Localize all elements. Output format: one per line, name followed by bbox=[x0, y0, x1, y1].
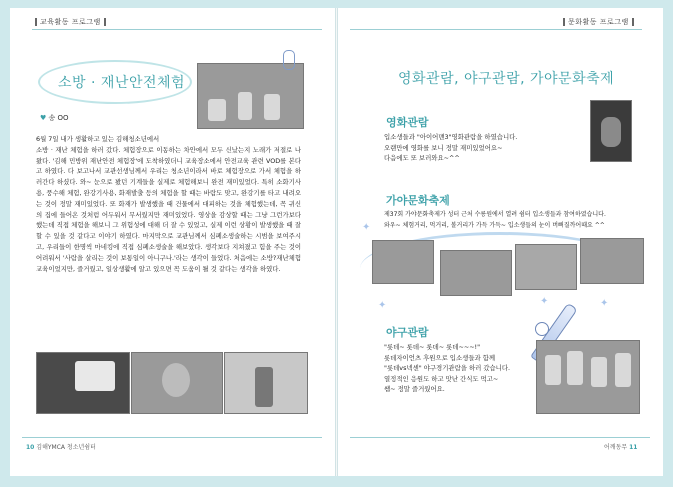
right-header-label: 문화활동 프로그램 bbox=[568, 18, 629, 26]
baseball-icon bbox=[535, 322, 549, 336]
baseball-section-title: 야구관람 bbox=[386, 326, 429, 339]
paperclip-icon bbox=[283, 50, 295, 70]
baseball-line: "롯데~ 롯데~ 롯데~ 롯데~~~!" bbox=[384, 343, 481, 351]
right-header bbox=[560, 17, 637, 27]
movie-section-title: 영화관람 bbox=[386, 116, 429, 129]
movie-line: 오랜만에 영화를 보니 정말 재미있었어요~ bbox=[384, 143, 503, 152]
movie-line: 입소생들과 "아이어맨3"영화관람을 하였습니다. bbox=[384, 133, 518, 141]
baseball-line: 롯데자이언츠 후원으로 입소생들과 함께 bbox=[384, 353, 496, 362]
author-name: 송 OO bbox=[48, 114, 69, 122]
heart-icon: ♥ bbox=[40, 114, 47, 122]
right-header-rule bbox=[350, 29, 642, 30]
left-footer-org: 김해YMCA 청소년쉼터 bbox=[36, 444, 96, 451]
article-first-line: 6월 7일 내가 생활하고 있는 김해청소년에서 bbox=[36, 135, 160, 143]
right-footer-org: 어깨동무 bbox=[604, 444, 628, 451]
vod-screen-photo bbox=[36, 352, 130, 414]
left-header-label: 교육활동 프로그램 bbox=[40, 18, 101, 26]
festival-section-text bbox=[384, 210, 648, 231]
right-page-number: 11 bbox=[629, 444, 638, 451]
movie-poster-image bbox=[590, 100, 632, 162]
right-page-title: 영화관람, 야구관람, 가야문화축제 bbox=[398, 71, 615, 87]
festival-line: 제37회 가야문화축제가 성터 근처 수릉원에서 열려 쉼터 입소생들과 참여하였습니다. bbox=[384, 211, 606, 218]
festival-section-title: 가야문화축제 bbox=[386, 194, 450, 207]
left-page-number: 10 bbox=[26, 444, 35, 451]
festival-photo-4 bbox=[580, 238, 644, 284]
left-header bbox=[32, 17, 109, 27]
star-icon: ✦ bbox=[378, 300, 387, 311]
baseball-line: 열정적인 응원도 하고 맛난 간식도 먹고~ bbox=[384, 374, 499, 383]
star-icon: ✦ bbox=[362, 222, 371, 233]
left-footer bbox=[26, 442, 96, 451]
right-footer bbox=[604, 442, 637, 451]
festival-photo-1 bbox=[372, 240, 434, 284]
right-footer-rule bbox=[350, 437, 650, 438]
festival-photo-3 bbox=[515, 244, 577, 290]
book-spine bbox=[335, 8, 338, 476]
cpr-photo bbox=[224, 352, 308, 414]
festival-photo-2 bbox=[440, 250, 512, 296]
star-icon: ✦ bbox=[600, 298, 609, 309]
baseball-line: "롯데vs넥센" 야구경기관람을 하러 갔습니다. bbox=[384, 364, 511, 372]
gas-mask-photo bbox=[131, 352, 223, 414]
star-icon: ✦ bbox=[540, 296, 549, 307]
left-page-title: 소방 · 재난안전체험 bbox=[58, 75, 186, 91]
baseball-section-text bbox=[384, 342, 510, 395]
left-article-body bbox=[36, 134, 301, 274]
baseball-game-photo bbox=[536, 340, 640, 414]
article-paragraph: 소방 · 재난 체험을 하러 갔다. 체험장으로 이동하는 차안에서 모두 신났는지 노래가 저절로 나왔다. '김해 민방위 재난안전 체험장'에 도착하였더니 교육장소에서 안전교육 관련 VOD를 본다고 하였다. 다 보고나서 교관선생님께서 우리는 청소년이라서 바로 체험장으로 가서 체험을 하러간다 하셨다. 와~ 눈으로 봤던 기계들을 실제로 체험해보니 완전 재미있었다. 특히 소화기사용, 풍수해 체험, 완강기사용, 화재발출 등의 체험을 할 때는 바람도 맞고, 완강기를 타고 내려오는 것이 정말 재미있었다. 또 화재가 발생했을 때 건물에서 대피하는 것을 체험했는데, 꼭 귀신의 집에 들어온 것처럼 어두워서 무서웠지만 재미있었다. 영상을 감상할 때는 그냥 그런가보다 했는데 직접 체험을 해보니 그 위험성에 대해 더 잘 수 있었고, 실제 이런 상황이 발생했을 때 잘할 수 있을 것 같다고 이야기 하였다. 마지막으로 교관님께서 심폐소생술하는 시범을 보여주시고, 우리들이 한명씩 마네킹에 직접 심폐소생술을 해보았다. 생각보다 지쳐졌고 힘을 주는 것이 어려워서 '사람을 살리는 것이 보통일이 아니구나.'라는 생각이 들었다. 처음에는 소방?재난체험교육이었지만, 즐거웠고, 일상생활에 알고 있으면 꼭 도움이 될 것 같다는 생각을 하였다. bbox=[36, 145, 301, 273]
movie-line: 다음에도 또 보러와요~^^ bbox=[384, 154, 460, 162]
festival-line: 와우~ 체험거리, 먹거리, 볼거리가 가득 가득~ 입소생들의 눈이 버뻐질까어때요 ^^ bbox=[384, 221, 605, 229]
left-footer-rule bbox=[22, 437, 322, 438]
movie-section-text bbox=[384, 132, 517, 164]
baseball-line: 쌤~ 정말 즐거웠어요. bbox=[384, 385, 445, 393]
author-line bbox=[40, 113, 69, 123]
drill-photo bbox=[197, 63, 304, 129]
left-header-rule bbox=[32, 29, 322, 30]
